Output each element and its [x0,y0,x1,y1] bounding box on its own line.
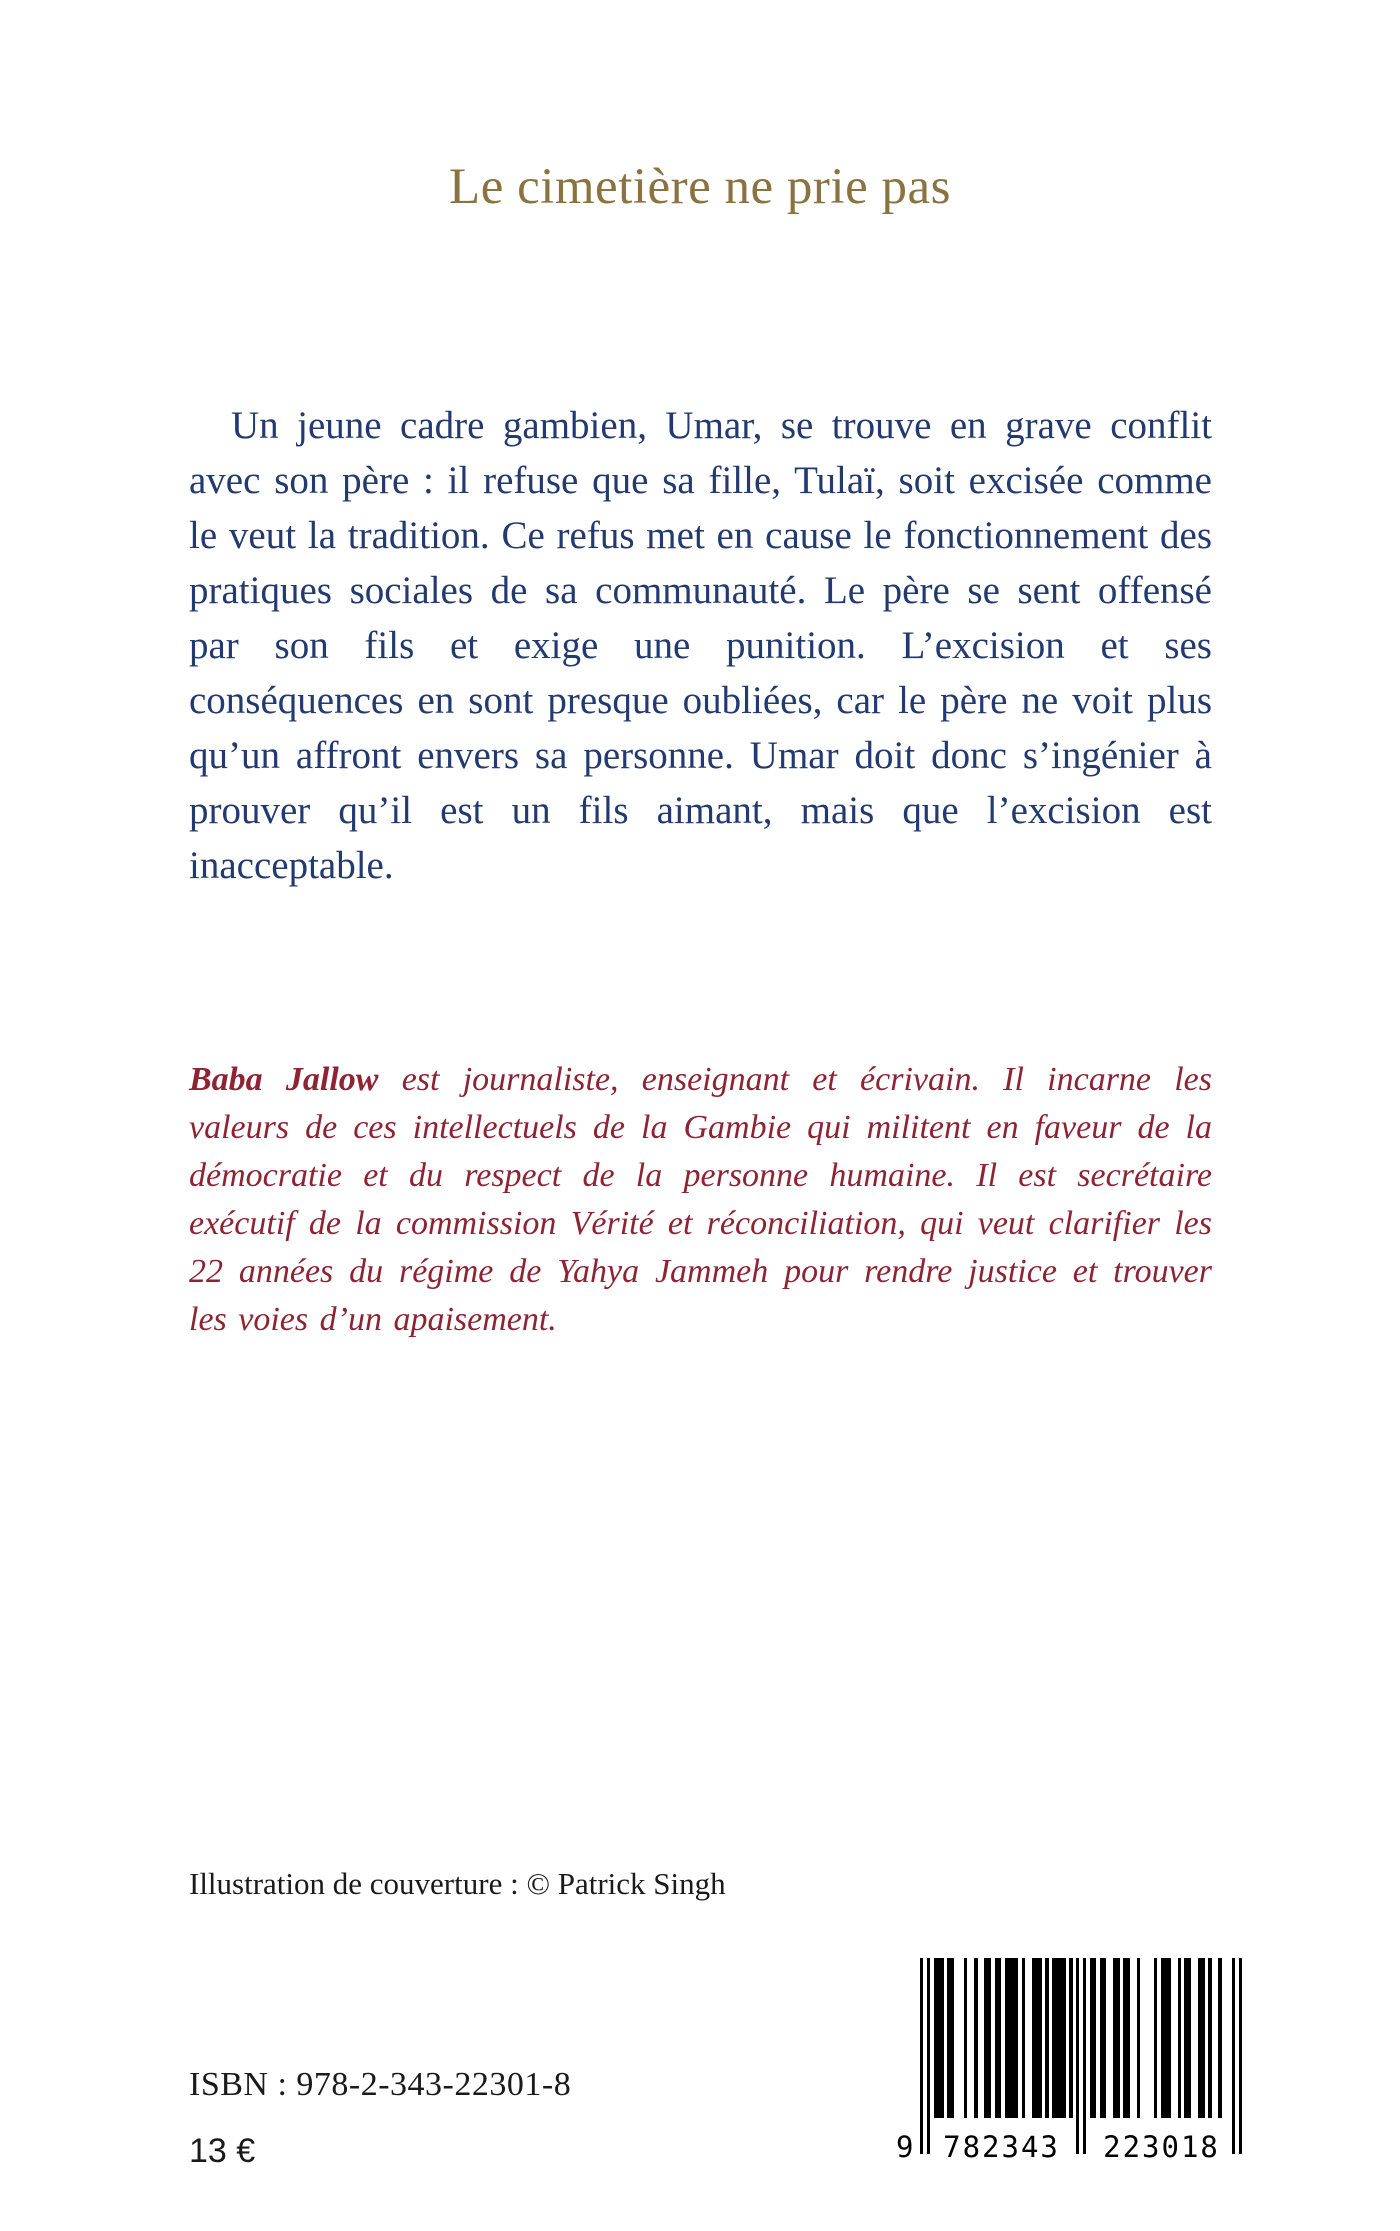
illustration-credit: Illustration de couverture : © Patrick Singh [189,1866,726,1901]
synopsis-text: Un jeune cadre gambien, Umar, se trouve en grave conflit avec son père : il refuse que sa fille, Tulaï, soit excisée comme le veut la tradition. Ce refus met en cause le fonctionnement des pratiques sociales de sa communauté. Le père se sent offensé par son fils et exige une punition. L’excision et ses conséquences en sont presque oubliées, car le père ne voit plus qu’un affront envers sa personne. Umar doit donc s’ingénier à prouver qu’il est un fils aimant, mais que l’excision est inacceptable. [189,404,1212,887]
author-bio [189,1056,1212,1344]
barcode [896,1958,1246,2163]
isbn-text: ISBN : 978-2-343-22301-8 [189,2066,572,2103]
barcode-digit-first: 9 [896,2130,914,2164]
barcode-digits-left: 782343 [943,2130,1060,2164]
barcode-module [1239,1958,1242,2154]
book-title: Le cimetière ne prie pas [449,159,951,215]
price-text: 13 € [189,2132,256,2170]
author-bio-text: est journaliste, enseignant et écrivain. Il incarne les valeurs de ces intellectuels de la Gambie qui militent en faveur de la démocratie et du respect de la personne humaine. Il est secrétaire exécutif de la commission Vérité et réconciliation, qui veut clarifier les 22 années du régime de Yahya Jammeh pour rendre justice et trouver les voies d’un apaisement. [189,1061,1213,1338]
author-name: Baba Jallow [189,1061,379,1098]
barcode-bars [920,1958,1242,2154]
barcode-digits-right: 223018 [1103,2130,1220,2164]
